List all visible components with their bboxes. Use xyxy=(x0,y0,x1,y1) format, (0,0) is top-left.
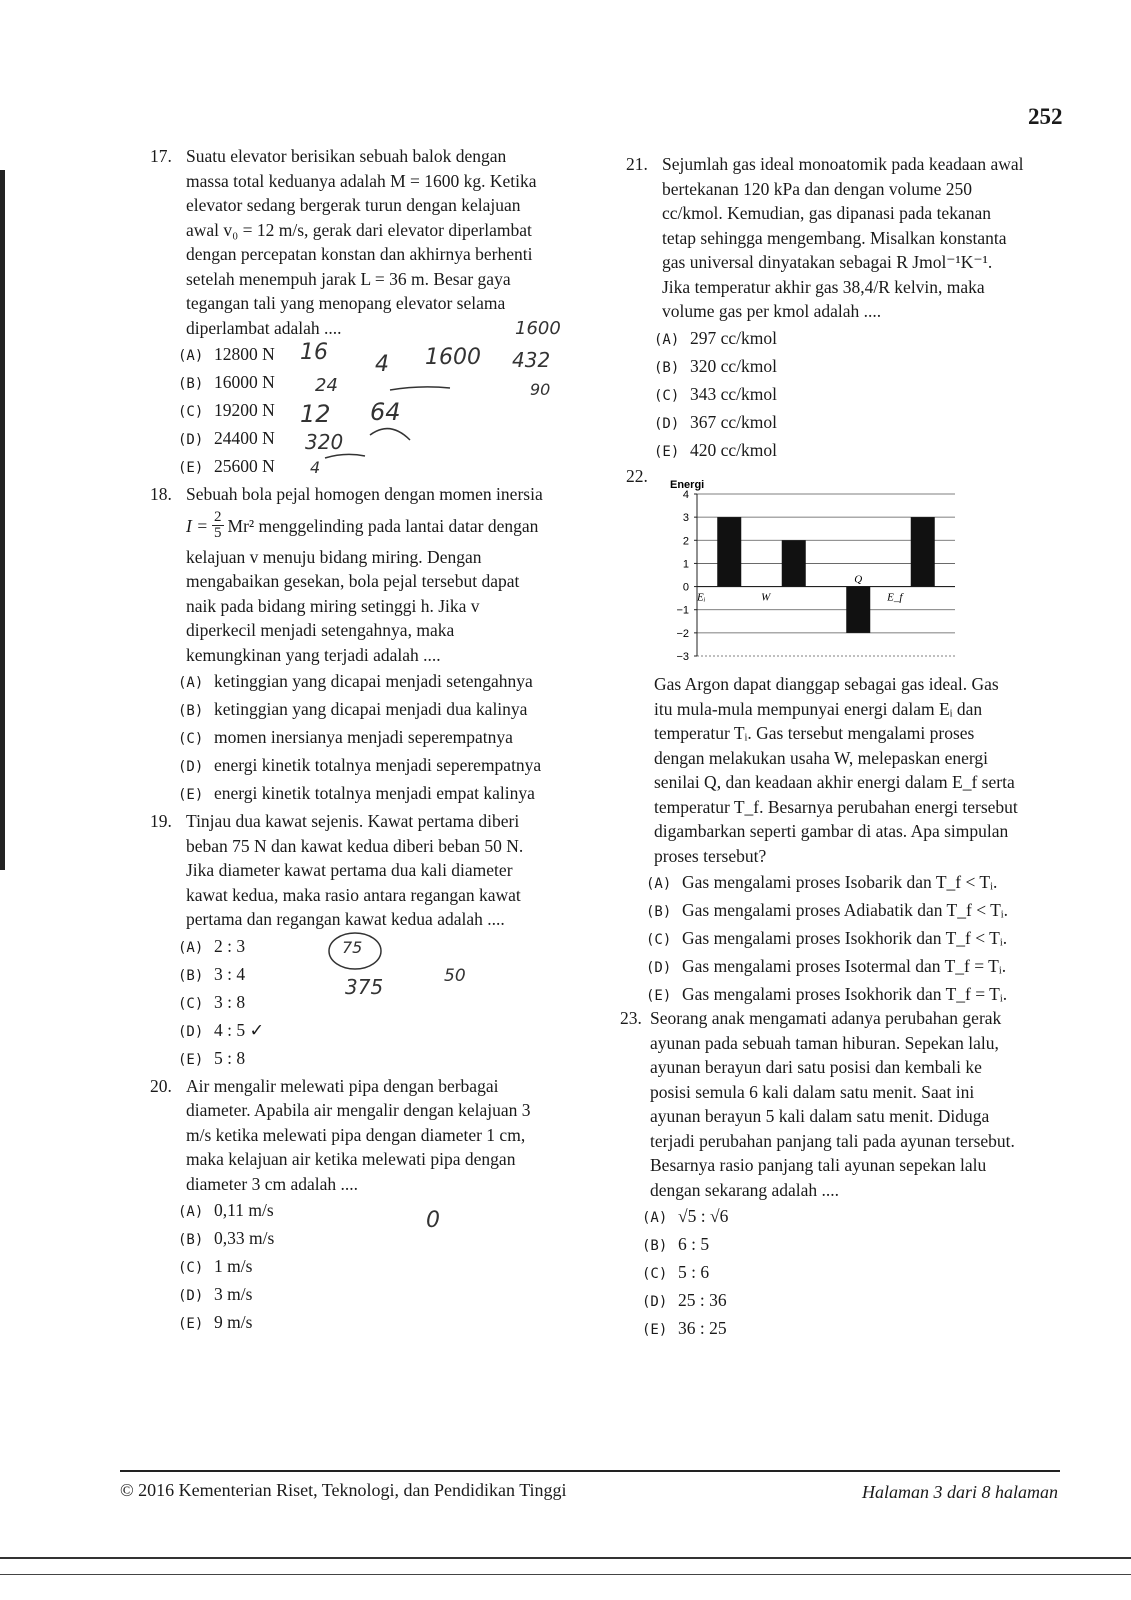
option-c[interactable]: (C) 3 : 8 xyxy=(178,991,246,1012)
footer-copyright: © 2016 Kementerian Riset, Teknologi, dan Pendidikan Tinggi xyxy=(120,1480,567,1500)
question-text: kelajuan v menuju bidang miring. Dengan mengabaikan gesekan, bola pejal tersebut dapat naik pada bidang miring setinggi h. Jika v diperkecil menjadi setengahnya, maka kemungkinan yang terjadi adalah .... xyxy=(186,546,520,665)
option-list xyxy=(178,1196,606,1336)
y-tick-label: 1 xyxy=(682,558,689,571)
question-22-number: 22. xyxy=(626,466,648,486)
y-tick-label: 3 xyxy=(682,512,689,525)
footer-divider xyxy=(120,1470,1060,1472)
option-e[interactable]: (E) energi kinetik totalnya menjadi empat kalinya xyxy=(178,783,535,803)
question-number: 21. xyxy=(626,154,648,174)
y-ticks xyxy=(676,489,697,663)
option-d[interactable]: (D) energi kinetik totalnya menjadi seperempatnya xyxy=(178,755,542,775)
y-axis-label: Energi xyxy=(670,479,705,491)
option-e[interactable]: (E) Gas mengalami proses Isokhorik dan T_f = Tᵢ. xyxy=(646,984,1008,1004)
option-b[interactable]: (B) ketinggian yang dicapai menjadi dua kalinya xyxy=(178,699,528,719)
question-text: Gas Argon dapat dianggap sebagai gas ideal. Gas itu mula-mula mempunyai energi dalam Eᵢ dan temperatur Tᵢ. Gas tersebut mengalami proses dengan melakukan usaha W, melepaskan energi senilai Q, dan keadaan akhir energi dalam E_f serta temperatur T_f. Besarnya perubahan energi tersebut digambarkan seperti gambar di atas. Apa simpulan proses tersebut? xyxy=(654,674,1018,866)
category-label: Q xyxy=(854,573,863,586)
option-a[interactable]: (A) √5 : √6 xyxy=(642,1206,729,1226)
option-d[interactable]: (D) 24400 N xyxy=(178,428,275,448)
question-number: 20. xyxy=(150,1075,172,1096)
option-b[interactable]: (B) Gas mengalami proses Adiabatik dan T_f < Tᵢ. xyxy=(646,900,1009,920)
option-c[interactable]: (C) momen inersianya menjadi seperempatnya xyxy=(178,727,513,747)
option-d[interactable]: (D) 25 : 36 xyxy=(642,1290,727,1310)
option-a[interactable]: (A) ketinggian yang dicapai menjadi setengahnya xyxy=(178,671,533,691)
y-tick-label: 4 xyxy=(682,489,689,501)
handwriting-strokes xyxy=(290,340,470,480)
question-number: 18. xyxy=(150,484,172,504)
option-c[interactable]: (C) 1 m/s xyxy=(178,1256,253,1276)
question-text: Suatu elevator berisikan sebuah balok dengan massa total keduanya adalah M = 1600 kg. Ketika elevator sedang bergerak turun dengan kelajuan awal v₀ = 12 m/s, gerak dari elevator diperlambat dengan percepatan konstan dan akhirnya berhenti setelah menempuh jarak L = 36 m. Besar gaya tegangan tali yang menopang elevator selama diperlambat adalah .... xyxy=(186,146,537,338)
option-d[interactable]: (D) 4 : 5 ✓ xyxy=(178,1019,265,1040)
bar xyxy=(782,540,806,586)
option-b[interactable]: (B) 6 : 5 xyxy=(642,1234,710,1254)
page-number: 252 xyxy=(1028,104,1063,129)
question-22 xyxy=(646,672,1074,1008)
energy-bar-chart xyxy=(665,478,965,668)
option-e[interactable]: (E) 5 : 8 xyxy=(178,1047,246,1068)
category-label: Eᵢ xyxy=(697,591,706,604)
option-c[interactable]: (C) 5 : 6 xyxy=(642,1262,710,1282)
right-column xyxy=(626,152,1082,466)
scan-margin-bar xyxy=(0,170,5,870)
question-19 xyxy=(150,809,606,1072)
option-a[interactable]: (A) 2 : 3 xyxy=(178,935,246,956)
option-a[interactable]: (A) 0,11 m/s xyxy=(178,1200,274,1220)
bars xyxy=(717,517,935,633)
question-text-intro: Sebuah bola pejal homogen dengan momen inersia xyxy=(186,484,543,504)
option-list xyxy=(178,667,606,807)
bar xyxy=(846,587,870,633)
option-e[interactable]: (E) 420 cc/kmol xyxy=(654,439,777,460)
option-list xyxy=(646,868,1074,1008)
bar xyxy=(717,517,741,586)
inertia-formula: I = $\frac{2}{5}$ Mr² menggelinding pada lantai datar dengan xyxy=(186,509,539,541)
option-c[interactable]: (C) 19200 N xyxy=(178,400,275,420)
option-list xyxy=(178,932,606,1072)
option-a[interactable]: (A) 297 cc/kmol xyxy=(654,327,777,348)
bar xyxy=(911,517,935,586)
question-text: Air mengalir melewati pipa dengan berbagai diameter. Apabila air mengalir dengan kelajuan 3 m/s ketika melewati pipa dengan diameter 1 cm, maka kelajuan air ketika melewati pipa dengan diameter 3 cm adalah .... xyxy=(186,1075,531,1194)
question-21 xyxy=(626,152,1082,464)
option-c[interactable]: (C) Gas mengalami proses Isokhorik dan T_f < Tᵢ. xyxy=(646,928,1008,948)
option-list xyxy=(642,1202,1080,1342)
scan-edge-line xyxy=(0,1574,1131,1575)
scan-edge-line xyxy=(0,1557,1131,1559)
question-text: Tinjau dua kawat sejenis. Kawat pertama diberi beban 75 N dan kawat kedua diberi beban 50 N. Jika diameter kawat pertama dua kali diameter kawat kedua, maka rasio antara regangan kawat pertama dan regangan kawat kedua adalah .... xyxy=(186,811,524,929)
option-e[interactable]: (E) 36 : 25 xyxy=(642,1318,727,1338)
option-b[interactable]: (B) 0,33 m/s xyxy=(178,1228,275,1248)
option-d[interactable]: (D) 367 cc/kmol xyxy=(654,411,777,432)
question-23 xyxy=(620,1006,1080,1342)
question-text: Sejumlah gas ideal monoatomik pada keadaan awal bertekanan 120 kPa dan dengan volume 250 cc/kmol. Kemudian, gas dipanasi pada tekanan tetap sehingga mengembang. Misalkan konstanta gas universal dinyatakan sebagai R Jmol⁻¹K⁻¹. Jika temperatur akhir gas 38,4/R kelvin, maka volume gas per kmol adalah .... xyxy=(662,154,1024,321)
question-number: 17. xyxy=(150,146,172,166)
option-a[interactable]: (A) Gas mengalami proses Isobarik dan T_f < Tᵢ. xyxy=(646,872,998,892)
y-tick-label: −2 xyxy=(676,627,689,640)
option-list xyxy=(654,324,1082,464)
option-d[interactable]: (D) Gas mengalami proses Isotermal dan T_f = Tᵢ. xyxy=(646,956,1007,976)
option-b[interactable]: (B) 16000 N xyxy=(178,372,275,392)
option-b[interactable]: (B) 320 cc/kmol xyxy=(654,355,777,376)
option-c[interactable]: (C) 343 cc/kmol xyxy=(654,383,777,404)
category-label: W xyxy=(761,591,771,604)
question-text: Seorang anak mengamati adanya perubahan gerak ayunan pada sebuah taman hiburan. Sepekan lalu, ayunan berayun dari satu posisi dan kembali ke posisi semula 6 kali dalam satu menit. Saat ini ayunan berayun 5 kali dalam satu menit. Diduga terjadi perubahan panjang tali pada ayunan tersebut. Besarnya rasio panjang tali ayunan sepekan lalu dengan sekarang adalah .... xyxy=(650,1008,1015,1200)
category-label: E_f xyxy=(887,591,903,604)
option-e[interactable]: (E) 25600 N xyxy=(178,456,275,476)
question-number: 23. xyxy=(620,1008,642,1028)
option-b[interactable]: (B) 3 : 4 xyxy=(178,963,246,984)
handwriting-q20: 0 xyxy=(426,1208,440,1233)
option-e[interactable]: (E) 9 m/s xyxy=(178,1312,253,1332)
footer-page-count: Halaman 3 dari 8 halaman xyxy=(862,1482,1059,1502)
question-18 xyxy=(150,482,606,807)
y-tick-label: 2 xyxy=(682,535,689,548)
question-20 xyxy=(150,1074,606,1337)
question-number: 19. xyxy=(150,811,172,831)
option-a[interactable]: (A) 12800 N xyxy=(178,344,275,364)
y-tick-label: 0 xyxy=(682,581,689,594)
y-tick-label: −1 xyxy=(676,604,689,617)
option-d[interactable]: (D) 3 m/s xyxy=(178,1284,253,1304)
y-tick-label: −3 xyxy=(676,651,689,663)
